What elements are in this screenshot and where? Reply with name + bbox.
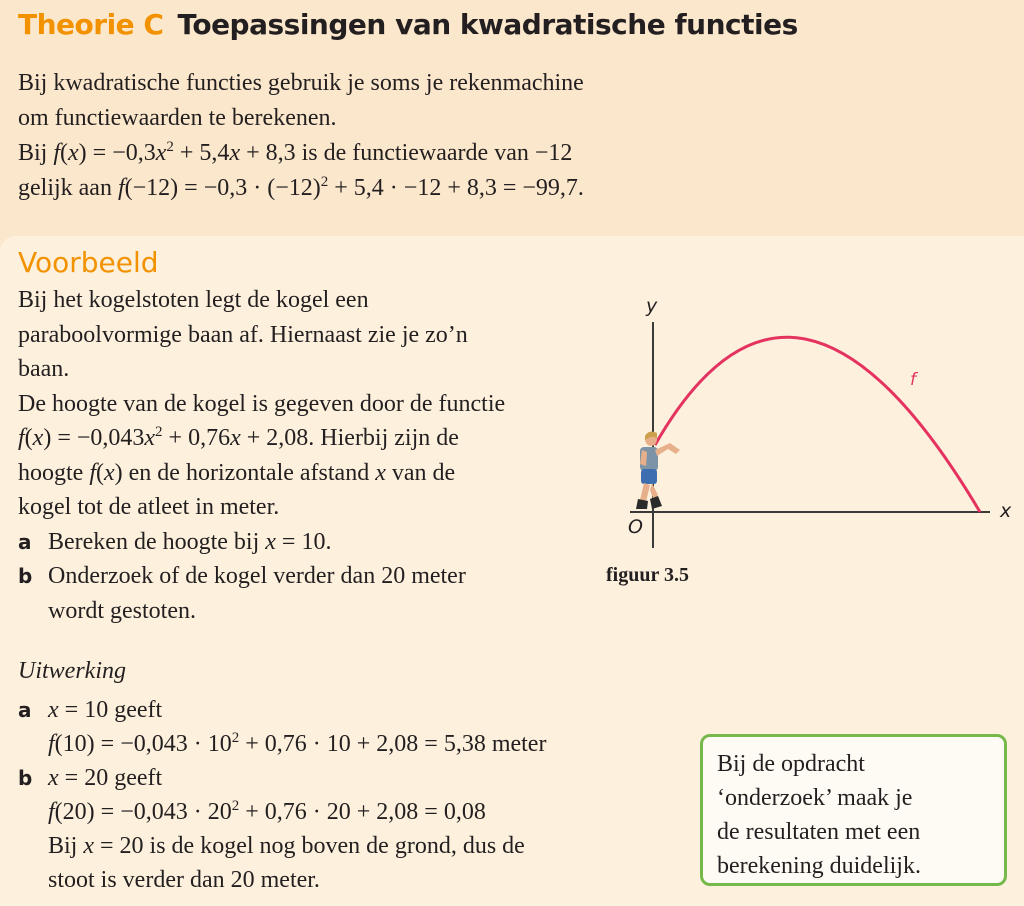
example-line: Bij het kogelstoten legt de kogel een bbox=[18, 287, 369, 313]
theory-heading bbox=[18, 8, 798, 41]
tip-box bbox=[700, 734, 1007, 886]
example-line: baan. bbox=[18, 356, 70, 382]
example-heading: Voorbeeld bbox=[18, 246, 159, 279]
example-formula-line: $f(x) = -0,043x^2 + 0,76x + 2,08$. Hierbij zijn de bbox=[18, 424, 459, 451]
example-line: hoogte f(x) en de horizontale afstand x van de bbox=[18, 459, 456, 486]
solution-letter-a: a bbox=[18, 698, 32, 722]
solution-letter-b: b bbox=[18, 766, 33, 790]
solution-a-formula: $f(10) = -0,043 \cdot 10^2 + 0,76 \cdot 10 + 2,08 = 5,38$ meter bbox=[48, 730, 547, 757]
example-line: kogel tot de atleet in meter. bbox=[18, 494, 280, 520]
question-a: a Bereken de hoogte bij x = 10. bbox=[18, 525, 603, 560]
theory-formula-line: gelijk aan $f(-12) = -0,3 \cdot (-12)^2 + 5,4 \cdot -12 + 8,3 = -99,7$. bbox=[18, 174, 584, 201]
question-letter-a: a bbox=[18, 529, 32, 554]
theory-line: om functiewaarden te berekenen. bbox=[18, 105, 337, 131]
figure-caption: figuur 3.5 bbox=[606, 564, 689, 586]
y-axis-label: y bbox=[646, 295, 658, 317]
tip-line: berekening duidelijk. bbox=[717, 853, 921, 879]
example-text bbox=[18, 283, 603, 628]
theory-line: Bij kwadratische functies gebruik je soms je rekenmachine bbox=[18, 70, 584, 96]
solution-b-conclusion: Bij x = 20 is de kogel nog boven de grond, dus de bbox=[48, 833, 525, 859]
question-b-cont: wordt gestoten. bbox=[48, 597, 196, 624]
theory-formula-line: Bij $f(x) = -0,3x^2 + 5,4x + 8,3$ is de functiewaarde van −12 bbox=[18, 139, 573, 166]
parabola-figure bbox=[600, 290, 1020, 560]
solution-b-formula: $f(20) = -0,043 \cdot 20^2 + 0,76 \cdot 20 + 2,08 = 0,08$ bbox=[48, 798, 486, 825]
curve-label: f bbox=[910, 370, 916, 390]
theory-title: Toepassingen van kwadratische functies bbox=[177, 8, 798, 41]
solution-text bbox=[18, 693, 698, 897]
theory-label: Theorie C bbox=[18, 8, 164, 41]
question-b: b Onderzoek of de kogel verder dan 20 meter bbox=[18, 559, 603, 594]
question-letter-b: b bbox=[18, 564, 33, 588]
tip-line: de resultaten met een bbox=[717, 819, 921, 845]
athlete-illustration bbox=[636, 432, 680, 509]
tip-line: ‘onderzoek’ maak je bbox=[717, 785, 913, 811]
x-axis-label: x bbox=[1000, 500, 1012, 522]
theory-text bbox=[18, 66, 718, 206]
solution-heading: Uitwerking bbox=[18, 658, 126, 684]
origin-label: O bbox=[628, 516, 643, 538]
solution-b-conclusion-cont: stoot is verder dan 20 meter. bbox=[48, 867, 320, 893]
example-line: De hoogte van de kogel is gegeven door de functie bbox=[18, 390, 506, 417]
tip-line: Bij de opdracht bbox=[717, 751, 865, 777]
example-line: paraboolvormige baan af. Hiernaast zie je zo’n bbox=[18, 321, 468, 348]
solution-a: a x = 10 geeft bbox=[18, 693, 698, 727]
solution-b: b x = 20 geeft bbox=[18, 761, 698, 795]
parabola-curve bbox=[655, 337, 980, 512]
